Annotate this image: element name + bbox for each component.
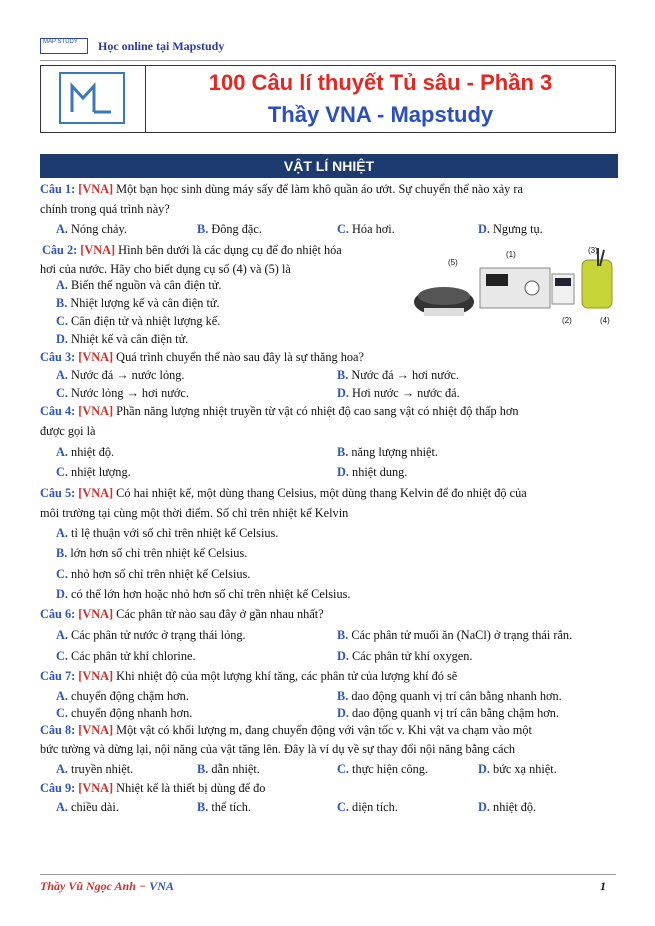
question-text: Quá trình chuyển thể nào sau đây là sự thăng hoa? <box>113 350 364 364</box>
option-letter: C. <box>56 465 68 479</box>
option-text: Nhiệt kế và cân điện tử. <box>71 332 189 346</box>
question-line <box>40 181 523 197</box>
question-text: Một vật có khối lượng m, đang chuyển động với vận tốc v. Khi vật va chạm vào một <box>113 723 532 737</box>
option-text: nhiệt độ. <box>493 800 537 814</box>
option-text: Đông đặc. <box>211 222 262 236</box>
option-letter: C. <box>337 800 349 814</box>
question-line <box>40 403 519 419</box>
option-letter: D. <box>478 800 490 814</box>
option-letter: D. <box>478 762 490 776</box>
figure-label-4: (4) <box>600 316 610 325</box>
footer-vna: VNA <box>149 879 174 893</box>
option-letter: B. <box>337 445 349 459</box>
option-letter: A. <box>56 445 68 459</box>
vna-tag: [VNA] <box>80 243 116 257</box>
question-line <box>40 780 265 796</box>
answer-option <box>56 627 246 643</box>
option-letter: B. <box>197 222 209 236</box>
doc-subtitle: Thầy VNA - Mapstudy <box>267 102 494 127</box>
option-letter: A. <box>56 628 68 642</box>
answer-option <box>197 221 262 237</box>
option-text: truyền nhiệt. <box>71 762 134 776</box>
footer-separator: − <box>135 879 150 893</box>
answer-option <box>56 367 184 383</box>
option-text: Nước lỏng → hơi nước. <box>71 386 189 400</box>
option-letter: B. <box>197 800 209 814</box>
vna-tag: [VNA] <box>78 781 114 795</box>
section-heading: VẬT LÍ NHIỆT <box>40 154 618 178</box>
option-text: năng lượng nhiệt. <box>351 445 438 459</box>
vna-tag: [VNA] <box>78 669 114 683</box>
question-line <box>40 485 527 501</box>
answer-option <box>56 586 350 602</box>
option-text: nhiệt lượng. <box>71 465 131 479</box>
option-letter: D. <box>337 465 349 479</box>
answer-option <box>56 444 114 460</box>
option-text: Các phân tử khí chlorine. <box>71 649 196 663</box>
option-text: Ngưng tụ. <box>493 222 543 236</box>
option-letter: D. <box>337 386 349 400</box>
option-letter: A. <box>56 762 68 776</box>
option-letter: D. <box>56 587 68 601</box>
option-letter: C. <box>56 314 68 328</box>
mapstudy-logo-icon <box>59 72 125 124</box>
question-line <box>40 606 324 622</box>
question-text-continued: chính trong quá trình này? <box>40 202 170 216</box>
answer-option <box>56 295 220 311</box>
figure-label-1: (1) <box>506 250 516 259</box>
option-text: dao động quanh vị trí cân bằng nhanh hơn. <box>351 689 562 703</box>
answer-option <box>337 705 559 721</box>
option-letter: A. <box>56 526 68 540</box>
answer-option <box>337 385 460 401</box>
question-text: Các phân tử nào sau đây ở gần nhau nhất? <box>113 607 324 621</box>
option-text: Hóa hơi. <box>352 222 395 236</box>
option-letter: B. <box>337 689 349 703</box>
site-tagline: Học online tại Mapstudy <box>98 39 225 53</box>
option-text: Các phân tử khí oxygen. <box>352 649 473 663</box>
answer-option <box>478 221 543 237</box>
header-divider <box>40 60 616 61</box>
question-line <box>42 242 342 258</box>
answer-option <box>56 385 189 401</box>
question-text: Nhiệt kế là thiết bị dùng để đo <box>113 781 266 795</box>
question-number: Câu 7: <box>40 669 76 683</box>
vna-tag: [VNA] <box>78 723 114 737</box>
option-text: Nóng chảy. <box>71 222 127 236</box>
question-number: Câu 6: <box>40 607 76 621</box>
answer-option <box>478 799 536 815</box>
option-text: Các phân tử muối ăn (NaCl) ở trạng thái rắn. <box>351 628 573 642</box>
vna-tag: [VNA] <box>78 350 114 364</box>
answer-option <box>56 313 220 329</box>
option-text: Biến thế nguồn và cân điện tử. <box>71 278 222 292</box>
question-number: Câu 4: <box>40 404 76 418</box>
option-letter: D. <box>56 332 68 346</box>
answer-option <box>337 648 472 664</box>
question-text: Một bạn học sinh dùng máy sấy để làm khô quần áo ướt. Sự chuyển thể nào xảy ra <box>113 182 523 196</box>
option-letter: B. <box>337 368 349 382</box>
question-text: Có hai nhiệt kế, một dùng thang Celsius, một dùng thang Kelvin để đo nhiệt độ của <box>113 486 527 500</box>
answer-option <box>56 221 127 237</box>
question-line <box>40 349 364 365</box>
question-number: Câu 1: <box>40 182 76 196</box>
question-number: Câu 9: <box>40 781 76 795</box>
figure-label-3: (3) <box>588 246 598 255</box>
option-text: chuyển động nhanh hơn. <box>71 706 193 720</box>
option-letter: B. <box>337 628 349 642</box>
answer-option <box>56 331 188 347</box>
option-letter: B. <box>197 762 209 776</box>
answer-option <box>56 799 119 815</box>
vna-tag: [VNA] <box>78 486 114 500</box>
figure-label-5: (5) <box>448 258 458 267</box>
option-letter: C. <box>337 222 349 236</box>
option-text: nhiệt độ. <box>71 445 115 459</box>
option-letter: A. <box>56 278 68 292</box>
option-letter: C. <box>337 762 349 776</box>
option-text: thể tích. <box>211 800 251 814</box>
question-text-continued: được gọi là <box>40 424 96 438</box>
option-letter: C. <box>56 706 68 720</box>
option-letter: A. <box>56 689 68 703</box>
question-text-continued: bức tường và dừng lại, nội năng của vật tăng lên. Đây là ví dụ về sự thay đổi nội năng bằng cách <box>40 742 516 756</box>
author-name: Thầy Vũ Ngọc Anh <box>40 879 136 893</box>
figure-label-2: (2) <box>562 316 572 325</box>
option-text: diện tích. <box>352 800 398 814</box>
answer-option <box>337 444 438 460</box>
footer-author <box>40 879 174 894</box>
option-letter: D. <box>337 706 349 720</box>
answer-option <box>337 221 395 237</box>
mapstudy-small-logo: MAP STUDY <box>40 38 88 54</box>
option-text: chiều dài. <box>71 800 119 814</box>
option-text: nhiệt dung. <box>352 465 408 479</box>
answer-option <box>56 525 278 541</box>
answer-option <box>56 277 221 293</box>
question-line <box>40 722 532 738</box>
vna-tag: [VNA] <box>78 182 114 196</box>
option-text: chuyển động chậm hơn. <box>71 689 189 703</box>
question-line <box>40 668 457 684</box>
answer-option <box>478 761 557 777</box>
option-letter: C. <box>56 567 68 581</box>
page-header <box>40 36 616 58</box>
answer-option <box>337 367 459 383</box>
option-letter: A. <box>56 368 68 382</box>
question-text-continued: hơi của nước. Hãy cho biết dụng cụ số (4) và (5) là <box>40 262 291 276</box>
question-number: Câu 3: <box>40 350 76 364</box>
question-text: Hình bên dưới là các dụng cụ để đo nhiệt hóa <box>115 243 342 257</box>
answer-option <box>197 761 260 777</box>
option-text: bức xạ nhiệt. <box>493 762 557 776</box>
answer-option <box>56 464 131 480</box>
option-text: Nước đá → hơi nước. <box>351 368 459 382</box>
question-number: Câu 8: <box>40 723 76 737</box>
option-text: Nhiệt lượng kế và cân điện tử. <box>70 296 220 310</box>
option-text: Các phân tử nước ở trạng thái lỏng. <box>71 628 246 642</box>
option-letter: C. <box>56 649 68 663</box>
option-letter: A. <box>56 800 68 814</box>
doc-title: 100 Câu lí thuyết Tủ sâu - Phần 3 <box>208 70 553 95</box>
option-text: Nước đá → nước lỏng. <box>71 368 185 382</box>
option-text: dao động quanh vị trí cân bằng chậm hơn. <box>352 706 560 720</box>
option-letter: D. <box>478 222 490 236</box>
answer-option <box>337 761 428 777</box>
answer-option <box>337 799 398 815</box>
question-number: Câu 2: <box>42 243 78 257</box>
option-text: Hơi nước → nước đá. <box>352 386 460 400</box>
option-letter: C. <box>56 386 68 400</box>
answer-option <box>337 688 562 704</box>
answer-option <box>56 688 189 704</box>
question-text-continued: môi trường tại cùng một thời điểm. Số chỉ trên nhiệt kế Kelvin <box>40 506 349 520</box>
answer-option <box>56 761 133 777</box>
option-text: có thể lớn hơn hoặc nhỏ hơn số chỉ trên nhiệt kế Celsius. <box>71 587 351 601</box>
title-box <box>40 65 616 133</box>
option-text: tỉ lệ thuận với số chỉ trên nhiệt kế Celsius. <box>71 526 279 540</box>
answer-option <box>56 705 192 721</box>
question-text: Phần năng lượng nhiệt truyền từ vật có nhiệt độ cao sang vật có nhiệt độ thấp hơn <box>113 404 519 418</box>
vna-tag: [VNA] <box>78 404 114 418</box>
option-letter: D. <box>337 649 349 663</box>
page-number: 1 <box>600 879 606 893</box>
answer-option <box>56 648 196 664</box>
option-text: dẫn nhiệt. <box>211 762 260 776</box>
footer-divider <box>40 874 616 875</box>
answer-option <box>56 545 247 561</box>
answer-option <box>56 566 250 582</box>
option-letter: A. <box>56 222 68 236</box>
question-number: Câu 5: <box>40 486 76 500</box>
option-text: thực hiện công. <box>352 762 429 776</box>
answer-option <box>337 627 572 643</box>
option-letter: B. <box>56 546 68 560</box>
option-text: Cân điện tử và nhiệt lượng kế. <box>71 314 221 328</box>
lab-apparatus-figure <box>412 244 616 328</box>
answer-option <box>337 464 407 480</box>
answer-option <box>197 799 251 815</box>
vna-tag: [VNA] <box>78 607 114 621</box>
question-text: Khi nhiệt độ của một lượng khí tăng, các phân tử của lượng khí đó sẽ <box>113 669 458 683</box>
option-letter: B. <box>56 296 68 310</box>
logo-cell <box>41 66 146 132</box>
option-text: lớn hơn số chỉ trên nhiệt kế Celsius. <box>70 546 248 560</box>
option-text: nhỏ hơn số chỉ trên nhiệt kế Celsius. <box>71 567 251 581</box>
